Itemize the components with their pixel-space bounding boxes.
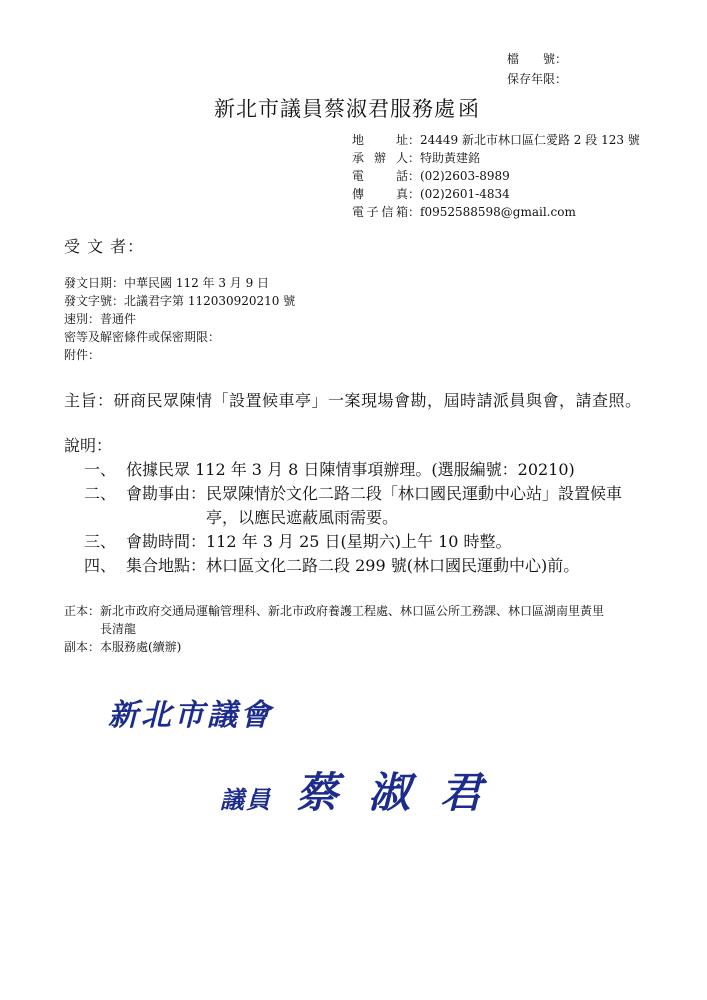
explanation-item <box>64 554 622 578</box>
doc-number: 發文字號：北議君字第 112030920210 號 <box>64 294 296 308</box>
file-number-label: 檔 號： <box>507 52 568 66</box>
attachment: 附件： <box>64 348 101 362</box>
phone-label: 電 話 <box>352 169 408 183</box>
explanation-item <box>64 530 622 554</box>
email-label: 電子信箱 <box>352 205 408 219</box>
issue-date: 發文日期：中華民國 112 年 3 月 9 日 <box>64 276 270 290</box>
retention-period-label: 保存年限： <box>507 72 568 86</box>
councilor-title-seal: 議員 <box>220 786 272 814</box>
fax-label: 傳 真 <box>352 187 408 201</box>
phone-row <box>352 167 640 185</box>
explanation-heading: 說明： <box>64 436 113 455</box>
item-number: 四、 <box>83 556 116 575</box>
doc-type: 函 <box>458 97 480 121</box>
recipient-label: 受 文 者： <box>64 237 145 256</box>
item-text: 集合地點：林口區文化二路二段 299 號(林口國民運動中心)前。 <box>126 556 580 575</box>
handler-row <box>352 149 640 167</box>
explanation-item <box>64 458 622 482</box>
item-text: 會勘事由：民眾陳情於文化二路二段「林口國民運動中心站」設置候車 <box>126 484 623 503</box>
fax-row <box>352 185 640 203</box>
primary-recipients: 正本：新北市政府交通局運輸管理科、新北市政府養護工程處、林口區公所工務課、林口區湖南里黃里 <box>64 604 605 618</box>
copy-recipients: 副本：本服務處(續辦) <box>64 640 182 654</box>
distribution-block <box>64 602 604 656</box>
councilor-name-seal: 蔡淑君 <box>296 768 513 817</box>
handler-label: 承 辦 人 <box>352 151 408 165</box>
address-label: 地 址 <box>352 133 408 147</box>
handler-value: ：特助黃建銘 <box>408 151 481 165</box>
item-text: 依據民眾 112 年 3 月 8 日陳情事項辦理。(選服編號：20210) <box>126 460 575 479</box>
org-title: 新北市議員蔡淑君服務處 <box>214 97 456 121</box>
explanation-item-continuation <box>64 506 622 530</box>
fax-value: ：(02)2601-4834 <box>408 187 510 201</box>
explanation-item <box>64 482 622 506</box>
phone-value: ：(02)2603-8989 <box>408 169 510 183</box>
item-number: 三、 <box>83 532 116 551</box>
council-seal-text: 新北市議會 <box>108 698 273 733</box>
meta-block <box>64 274 295 364</box>
primary-recipients-cont: 長清龍 <box>100 622 137 636</box>
email-value: ：f0952588598@gmail.com <box>408 205 576 219</box>
subject: 主旨：研商民眾陳情「設置候車亭」一案現場會勘，屆時請派員與會，請查照。 <box>64 391 642 410</box>
item-number: 二、 <box>83 484 116 503</box>
security-class: 密等及解密條件或保密期限： <box>64 330 221 344</box>
speed-class: 速別：普通件 <box>64 312 137 326</box>
contact-block <box>352 131 640 221</box>
address-value: ：24449 新北市林口區仁愛路 2 段 123 號 <box>408 133 640 147</box>
address-row <box>352 131 640 149</box>
item-number: 一、 <box>83 460 116 479</box>
explanation-list <box>64 458 622 578</box>
email-row <box>352 203 640 221</box>
item-text: 會勘時間：112 年 3 月 25 日(星期六)上午 10 時整。 <box>126 532 512 551</box>
item-text-cont: 亭，以應民遮蔽風雨需要。 <box>206 508 399 527</box>
